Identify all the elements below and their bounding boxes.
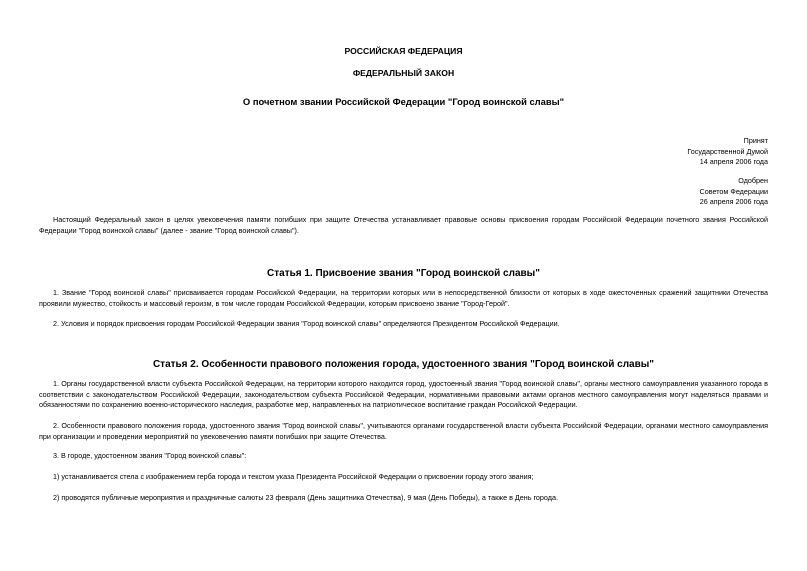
article-2-item-1: 1) устанавливается стела с изображением герба города и текстом указа Президента Российской Федерации о присвоении городу этого звания;: [53, 472, 534, 481]
accepted-body: Государственной Думой: [687, 146, 768, 156]
approved-body: Советом Федерации: [699, 186, 768, 196]
article-2-item-2: 2) проводятся публичные мероприятия и праздничные салюты 23 февраля (День защитника Отечества), 9 мая (День Победы), а также в День города.: [53, 493, 558, 502]
article-1-title: Статья 1. Присвоение звания "Город воинской славы": [267, 268, 540, 279]
law-type-heading: ФЕДЕРАЛЬНЫЙ ЗАКОН: [352, 68, 455, 78]
approved-date: 26 апреля 2006 года: [699, 197, 768, 206]
article-1-paragraph-2: 2. Условия и порядок присвоения городам Российской Федерации звания "Город воинской славы" определяются Президентом Российской Федерации.: [53, 319, 560, 328]
approved-label: Одобрен: [738, 176, 768, 185]
federation-heading: РОССИЙСКАЯ ФЕДЕРАЦИЯ: [344, 46, 463, 56]
article-1-paragraph-1: 1. Звание "Город воинской славы" присваивается городам Российской Федерации, на территории которых или в непосредственной близости от которых в ходе ожесточенных сражений защитники Отечества проявили мужество, стойкость и массовый героизм, в том числе городам Российской Федерации, которым присвоено звание "Город-Герой".: [39, 288, 768, 308]
accepted-label: Принят: [743, 136, 768, 145]
article-2-paragraph-3: 3. В городе, удостоенном звания "Город воинской славы":: [53, 451, 247, 460]
law-title: О почетном звании Российской Федерации "Город воинской славы": [242, 96, 565, 107]
article-2-paragraph-2: 2. Особенности правового положения города, удостоенного звания "Город воинской славы", учитываются органами государственной власти субъекта Российской Федерации, органами местного самоуправления при организации и проведении мероприятий по увековечению памяти погибших при защите Отечества.: [39, 421, 768, 441]
article-2-paragraph-1: 1. Органы государственной власти субъекта Российской Федерации, на территории которого находится город, удостоенный звания "Город воинской славы", органы местного самоуправления указанного города в соответствии с законодательством Российской Федерации, законодательством субъекта Российской Федерации, нормативными правовыми актами органов местного самоуправления могут наделяться правами и обязанностями по сохранению военно-исторического наследия, разработке мер, направленных на патриотическое воспитание граждан Российской Федерации.: [39, 379, 768, 409]
accepted-date: 14 апреля 2006 года: [699, 157, 768, 166]
adoption-accepted-block: [687, 136, 768, 168]
preamble-paragraph: Настоящий Федеральный закон в целях увековечения памяти погибших при защите Отечества устанавливает правовые основы присвоения городам Российской Федерации почетного звания Российской Федерации "Город воинской славы" (далее - звание "Город воинской славы").: [39, 215, 768, 235]
article-2-title: Статья 2. Особенности правового положения города, удостоенного звания "Город воинской славы": [152, 359, 655, 370]
adoption-approved-block: [700, 176, 768, 208]
